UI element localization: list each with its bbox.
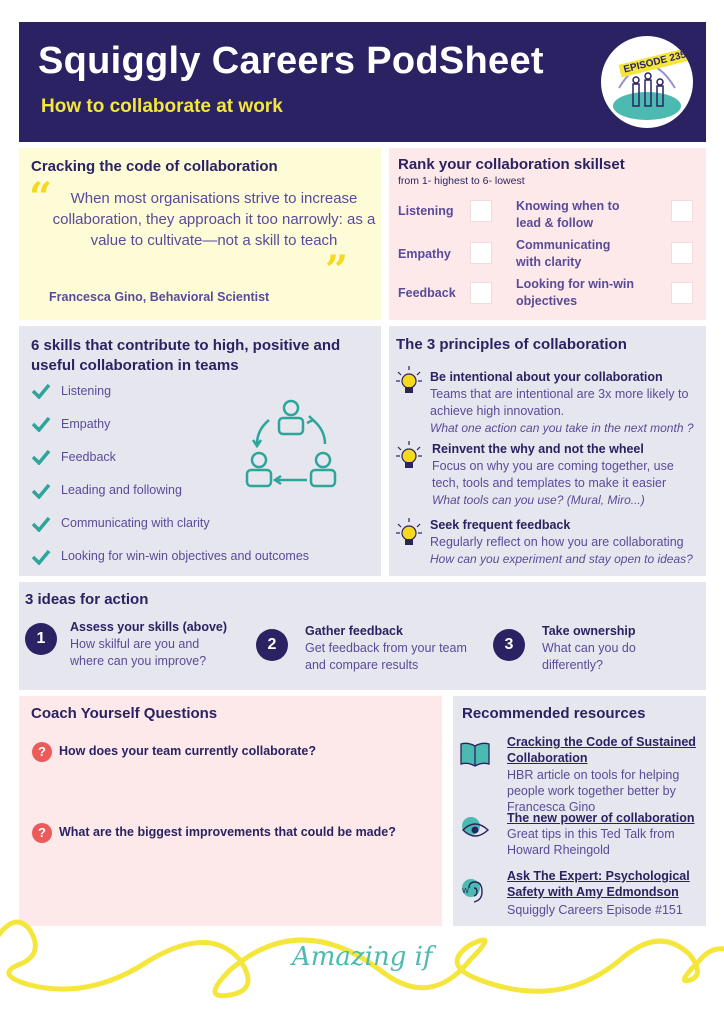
rank-label: Empathy: [398, 247, 451, 261]
principle-question: What tools can you use? (Mural, Miro...): [432, 493, 645, 507]
principles-panel-title: The 3 principles of collaboration: [396, 336, 627, 353]
svg-text:W: W: [462, 887, 469, 895]
rank-label: Communicating with clarity: [516, 238, 611, 269]
question-icon: ?: [32, 742, 52, 762]
idea-heading: Assess your skills (above): [70, 620, 228, 634]
skill-item: Leading and following: [61, 483, 182, 497]
skill-item: Empathy: [61, 417, 111, 431]
principle-body: Teams that are intentional are 3x more likely to achieve high innovation.: [430, 387, 689, 418]
step-number: 3: [493, 629, 525, 661]
quote-author: Francesca Gino, Behavioral Scientist: [49, 290, 270, 304]
rank-input-box[interactable]: [470, 282, 492, 304]
resource-desc: Great tips in this Ted Talk from Howard Rheingold: [507, 827, 675, 857]
rank-panel-title: Rank your collaboration skillset: [398, 156, 625, 173]
rank-label: Feedback: [398, 286, 456, 300]
page-title: Squiggly Careers PodSheet: [38, 40, 544, 82]
resource-link[interactable]: Cracking the Code of Sustained Collaboration: [507, 735, 696, 765]
coach-panel-title: Coach Yourself Questions: [31, 705, 218, 722]
idea-heading: Take ownership: [542, 624, 636, 638]
rank-input-box[interactable]: [470, 242, 492, 264]
page-subtitle: How to collaborate at work: [41, 96, 283, 117]
principle-heading: Be intentional about your collaboration: [430, 370, 663, 384]
step-number: 2: [256, 629, 288, 661]
open-quote-icon: “: [29, 174, 53, 221]
resource-desc: HBR article on tools for helping people work together better by Francesca Gino: [507, 768, 680, 814]
episode-label: EPISODE 235: [618, 47, 691, 77]
checkmark-icon: [31, 516, 51, 532]
checkmark-icon: [31, 416, 51, 432]
resource-link[interactable]: Ask The Expert: Psychological Safety with Amy Edmondson: [507, 869, 690, 899]
rank-input-box[interactable]: [671, 242, 693, 264]
idea-body: What can you do differently?: [542, 641, 636, 672]
rank-panel-subtitle: from 1- highest to 6- lowest: [398, 175, 525, 187]
checkmark-icon: [31, 449, 51, 465]
principle-question: How can you experiment and stay open to ideas?: [430, 552, 693, 566]
principle-question: What one action can you take in the next month ?: [430, 421, 694, 435]
lightbulb-icon: [396, 366, 422, 396]
rank-label: Looking for win-win objectives: [516, 277, 635, 308]
skill-item: Feedback: [61, 450, 116, 464]
code-of-collaboration-panel: [19, 148, 381, 320]
resources-panel-title: Recommended resources: [462, 705, 646, 722]
header-banner: [19, 22, 706, 142]
skills-panel-title: 6 skills that contribute to high, positive and useful collaboration in teams: [31, 337, 341, 374]
checkmark-icon: [31, 549, 51, 565]
step-number: 1: [25, 623, 57, 655]
idea-body: Get feedback from your team and compare results: [305, 641, 467, 672]
principle-heading: Reinvent the why and not the wheel: [432, 442, 644, 456]
rank-label: Listening: [398, 204, 454, 218]
checkmark-icon: [31, 383, 51, 399]
quote-text: When most organisations strive to increase collaboration, they approach it too narrowly: as a value to cultivate—not a skill to teach: [52, 190, 376, 249]
close-quote-icon: ”: [325, 247, 349, 294]
ideas-panel-title: 3 ideas for action: [25, 591, 149, 608]
checkmark-icon: [31, 483, 51, 499]
principle-body: Regularly reflect on how you are collaborating: [430, 535, 684, 549]
episode-badge: [601, 36, 693, 128]
three-principles-panel: [389, 326, 706, 576]
lightbulb-icon: [396, 518, 422, 548]
coach-question: How does your team currently collaborate?: [59, 744, 317, 758]
principle-body: Focus on why you are coming together, use tech, tools and templates to make it easier: [432, 459, 674, 490]
rank-input-box[interactable]: [671, 200, 693, 222]
rank-input-box[interactable]: [671, 282, 693, 304]
skill-item: Looking for win-win objectives and outcomes: [61, 549, 310, 563]
team-cycle-icon: [239, 396, 343, 496]
idea-body: How skilful are you and where can you improve?: [70, 637, 207, 668]
brand-logo: Amazing if: [292, 942, 433, 972]
coach-yourself-panel: [19, 696, 442, 926]
principle-heading: Seek frequent feedback: [430, 518, 571, 532]
skill-item: Communicating with clarity: [61, 516, 210, 530]
six-skills-panel: [19, 326, 381, 576]
rank-input-box[interactable]: [470, 200, 492, 222]
book-icon: [460, 742, 490, 768]
resource-desc: Squiggly Careers Episode #151: [507, 903, 683, 917]
lightbulb-icon: [396, 441, 422, 471]
resource-link[interactable]: The new power of collaboration: [507, 811, 695, 825]
rank-skillset-panel: [389, 148, 706, 320]
code-panel-title: Cracking the code of collaboration: [31, 158, 278, 175]
coach-question: What are the biggest improvements that could be made?: [59, 825, 396, 839]
skill-item: Listening: [61, 384, 112, 398]
recommended-resources-panel: [453, 696, 706, 926]
question-icon: ?: [32, 823, 52, 843]
ideas-for-action-panel: [19, 582, 706, 690]
idea-heading: Gather feedback: [305, 624, 403, 638]
eye-icon: [460, 816, 490, 842]
rank-label: Knowing when to lead & follow: [516, 199, 620, 230]
